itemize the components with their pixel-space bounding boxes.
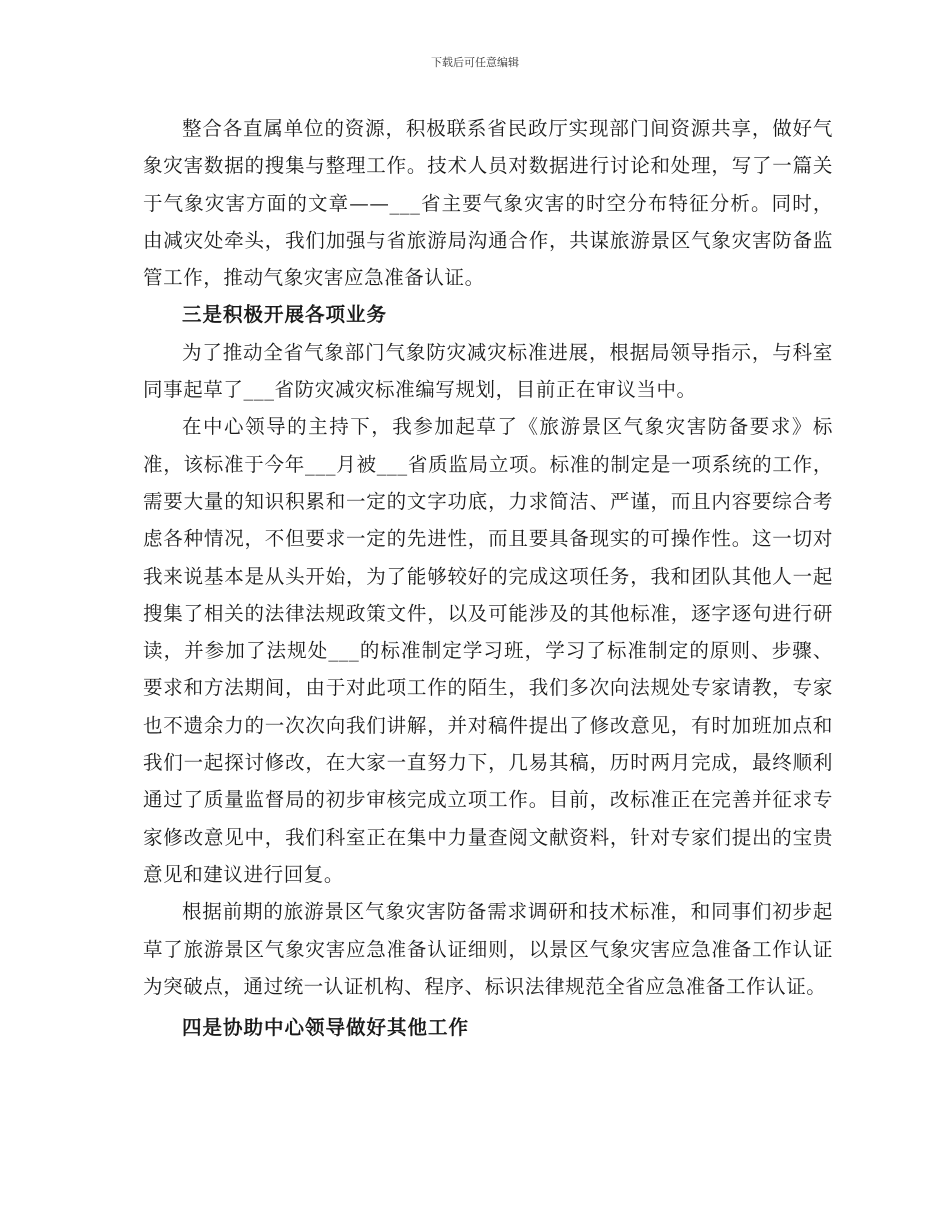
page-header: 下载后可任意编辑 — [431, 56, 519, 69]
paragraph-standard-planning: 为了推动全省气象部门气象防灾减灾标准进展，根据局领导指示，与科室同事起草了___省防灾减灾标准编写规划，目前正在审议当中。 — [143, 340, 833, 402]
paragraph-standard-drafting: 在中心领导的主持下，我参加起草了《旅游景区气象灾害防备要求》标准，该标准于今年___月被___省质监局立项。标准的制定是一项系统的工作，需要大量的知识积累和一定的文字功底，力求简洁、严谨，而且内容要综合考虑各种情况，不但要求一定的先进性，而且要具备现实的可操作性。这一切对我来说基本是从头开始，为了能够较好的完成这项任务，我和团队其他人一起搜集了相关的法律法规政策文件，以及可能涉及的其他标准，逐字逐句进行研读，并参加了法规处___的标准制定学习班，学习了标准制定的原则、步骤、要求和方法期间，由于对此项工作的陌生，我们多次向法规处专家请教，专家也不遗余力的一次次向我们讲解，并对稿件提出了修改意见，有时加班加点和我们一起探讨修改，在大家一直努力下，几易其稿，历时两月完成，最终顺利通过了质量监督局的初步审核完成立项工作。目前，改标准正在完善并征求专家修改意见中，我们科室正在集中力量查阅文献资料，针对专家们提出的宝贵意见和建议进行回复。 — [143, 415, 833, 886]
section-heading-four: 四是协助中心领导做好其他工作 — [182, 1016, 470, 1040]
paragraph-certification-rules: 根据前期的旅游景区气象灾害防备需求调研和技术标准，和同事们初步起草了旅游景区气象灾害应急准备认证细则，以景区气象灾害应急准备工作认证为突破点，通过统一认证机构、程序、标识法律规范全省应急准备工作认证。 — [143, 900, 833, 998]
paragraph-resource-integration: 整合各直属单位的资源，积极联系省民政厅实现部门间资源共享，做好气象灾害数据的搜集与整理工作。技术人员对数据进行讨论和处理，写了一篇关于气象灾害方面的文章——___省主要气象灾害的时空分布特征分析。同时，由减灾处牵头，我们加强与省旅游局沟通合作，共谋旅游景区气象灾害防备监管工作，推动气象灾害应急准备认证。 — [143, 117, 833, 290]
section-heading-three: 三是积极开展各项业务 — [182, 303, 388, 327]
document-body — [143, 110, 833, 1046]
